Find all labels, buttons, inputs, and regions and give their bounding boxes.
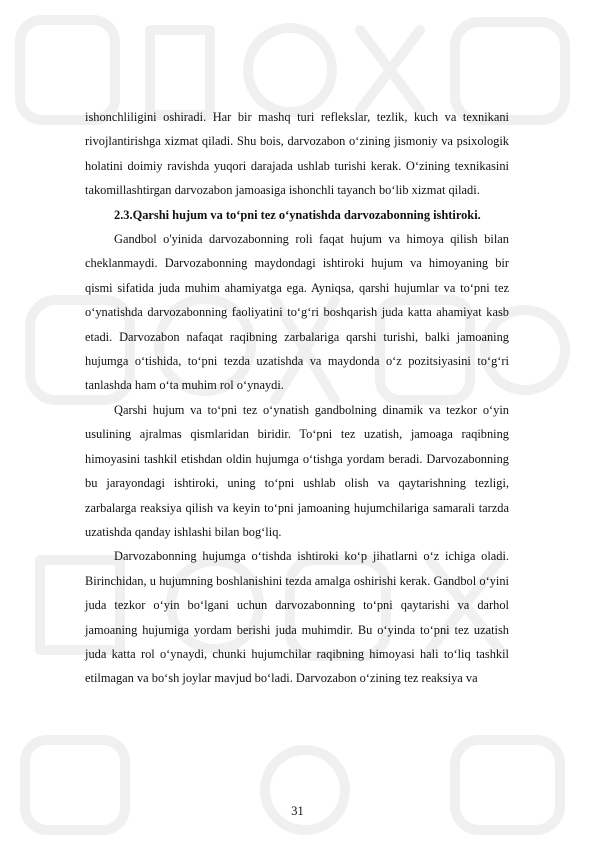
paragraph-4: Darvozabonning hujumga o‘tishda ishtiroki ko‘p jihatlarni o‘z ichiga oladi. Birinchidan, u hujumning boshlanishini tezda amalga oshirishi kerak. Gandbol o‘yini juda tezkor o‘yin bo‘lgani uchun darvozabonning to‘pni qaytarishi va darhol jamoaning hujumiga yordam berishi juda muhimdir. Bu o‘yinda to‘pni tez uzatish juda katta rol o‘ynaydi, chunki hujumchilar raqibning himoyasi hali to‘liq tashkil etilmagan va bo‘sh joylar mavjud bo‘ladi. Darvozabon o‘zining tez reaksiya va — [85, 549, 509, 686]
paragraph-1: ishonchliligini oshiradi. Har bir mashq turi reflekslar, tezlik, kuch va texnikani rivojlantirishga xizmat qiladi. Shu bois, darvozabon o‘zining jismoniy va psixologik holatini doimiy ravishda yuqori darajada ushlab turishi kerak. O‘zining texnikasini takomillashtirgan darvozabon jamoasiga ishonchli tayanch bo‘lib xizmat qiladi. — [85, 110, 509, 198]
paragraph-3: Qarshi hujum va to‘pni tez o‘ynatish gandbolning dinamik va tezkor o‘yin usulining ajralmas qismlaridan biridir. To‘pni tez uzatish, jamoaga raqibning himoyasini tashkil etishdan oldin hujumga o‘tishga yordam beradi. Darvozabonning bu jarayondagi ishtiroki, uning to‘pni ushlab olish va qaytarishning tezligi, zarbalarga reaksiya qilish va keyin to‘pni jamoaning hujumchilariga samarali tarzda uzatishda qanday ishlashi bilan bog‘liq. — [85, 402, 509, 539]
paragraph-2: Gandbol o'yinida darvozabonning roli faqat hujum va himoya qilish bilan cheklanmaydi. Darvozabonning maydondagi ishtiroki hujum va himoyaning bir qismi sifatida juda muhim ahamiyatga ega. Ayniqsa, qarshi hujumlar va to‘pni tez o‘ynatishda darvozabonning faoliyatini to‘g‘ri boshqarish juda katta ahamiyat kasb etadi. Darvozabon nafaqat raqibning zarbalariga qarshi turishi, balki jamoaning hujumga o‘tishida, to‘pni tezda uzatishda va maydonda o‘z pozitsiyasini to‘g‘ri tanlashda ham o‘ta muhim rol o‘ynaydi. — [85, 232, 509, 393]
page-number: 31 — [291, 804, 304, 818]
document-body — [85, 105, 509, 691]
section-heading: 2.3.Qarshi hujum va to‘pni tez o‘ynatishda darvozabonning ishtiroki. — [114, 207, 481, 222]
